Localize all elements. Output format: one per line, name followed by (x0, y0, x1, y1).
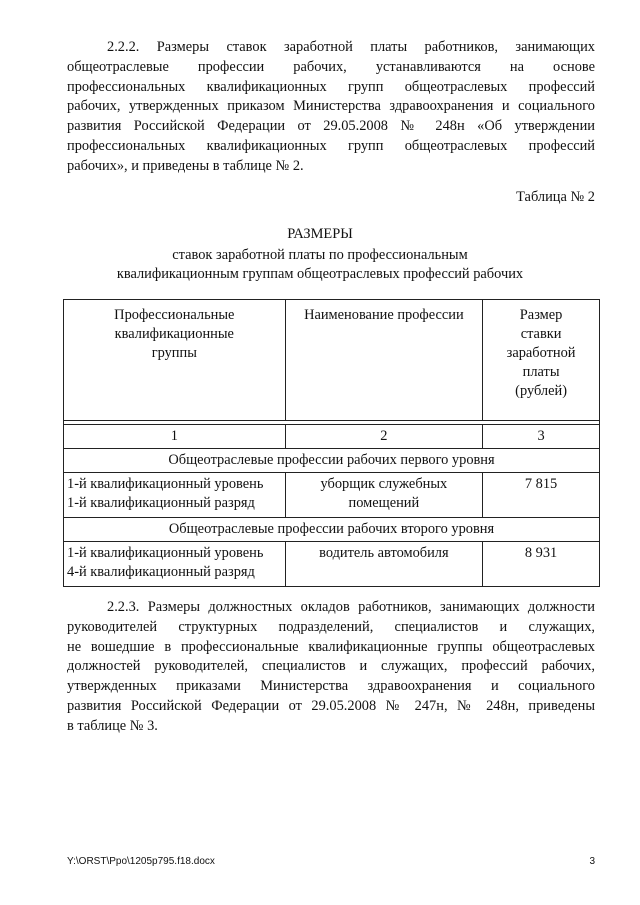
text-line: рабочих, утвержденных приказом Министерства здравоохранения и социального (67, 98, 595, 115)
cell-text: водитель автомобиля (319, 545, 449, 561)
cell-text: уборщик служебных (320, 476, 448, 492)
section-heading: Общеотраслевые профессии рабочих первого уровня (64, 449, 600, 473)
footer-file-path: Y:\ORST\Ppo\1205p795.f18.docx (67, 856, 215, 867)
table-header-row (64, 300, 600, 421)
text-line: 2.2.3. Размеры должностных окладов работников, занимающих должности (107, 599, 595, 615)
header-rate (483, 300, 600, 421)
header-groups (64, 300, 286, 421)
header-text: заработной (506, 345, 576, 361)
profession-name (285, 542, 483, 587)
text-line: руководителей структурных подразделений, специалистов и служащих, (67, 618, 595, 635)
section-row (64, 449, 600, 473)
header-text: квалификационные (114, 326, 234, 342)
cell-text: помещений (348, 495, 420, 511)
text-line: рабочих», и приведены в таблице № 2. (67, 157, 304, 174)
page-number: 3 (589, 856, 595, 867)
text-line: 2.2.2. Размеры ставок заработной платы работников, занимающих (107, 39, 595, 55)
text-line: не вошедшие в профессиональные квалификационные группы общеотраслевых (67, 638, 595, 655)
cell-text: 4-й квалификационный разряд (67, 564, 255, 580)
table-subtitle-line1: ставок заработной платы по профессиональным (172, 247, 468, 263)
text-line: профессиональных квалификационных групп общеотраслевых профессий (67, 78, 595, 95)
table-row (64, 473, 600, 518)
cell-text: 1-й квалификационный уровень (67, 476, 264, 492)
section-heading: Общеотраслевые профессии рабочих второго уровня (64, 518, 600, 542)
cell-text: 1-й квалификационный уровень (67, 545, 264, 561)
header-text: группы (151, 345, 197, 361)
profession-name (285, 473, 483, 518)
table-title: РАЗМЕРЫ (287, 226, 353, 242)
qualification-group (64, 542, 286, 587)
column-number-row (64, 425, 600, 449)
text-line: развития Российской Федерации от 29.05.2008 № 247н, № 248н, приведены (67, 697, 595, 714)
paragraph-2-2-2 (67, 38, 595, 177)
column-number: 3 (483, 425, 600, 449)
table-subtitle-line2: квалификационным группам общеотраслевых профессий рабочих (116, 266, 524, 282)
column-number: 2 (285, 425, 483, 449)
header-text: Размер (519, 307, 563, 323)
rates-table (63, 299, 600, 587)
header-text: (рублей) (515, 383, 567, 399)
text-line: профессиональных квалификационных групп общеотраслевых профессий (67, 137, 595, 154)
qualification-group (64, 473, 286, 518)
text-line: развития Российской Федерации от 29.05.2008 № 248н «Об утверждении (67, 118, 595, 135)
header-profession (285, 300, 483, 421)
text-line: в таблице № 3. (67, 717, 158, 734)
header-text: Профессиональные (114, 307, 235, 323)
header-text: ставки (520, 326, 562, 342)
table-row (64, 542, 600, 587)
text-line: общеотраслевые профессии рабочих, устанавливаются на основе (67, 58, 595, 75)
rate-value: 8 931 (483, 542, 600, 587)
paragraph-2-2-3 (67, 598, 595, 737)
table-caption: Таблица № 2 (516, 189, 595, 205)
header-text: платы (522, 364, 560, 380)
text-line: должностей руководителей, специалистов и служащих, профессий рабочих, (67, 658, 595, 675)
cell-text: 1-й квалификационный разряд (67, 495, 255, 511)
header-text: Наименование профессии (304, 307, 464, 323)
text-line: утвержденных приказами Министерства здравоохранения и социального (67, 678, 595, 695)
rate-value: 7 815 (483, 473, 600, 518)
section-row (64, 518, 600, 542)
column-number: 1 (64, 425, 286, 449)
